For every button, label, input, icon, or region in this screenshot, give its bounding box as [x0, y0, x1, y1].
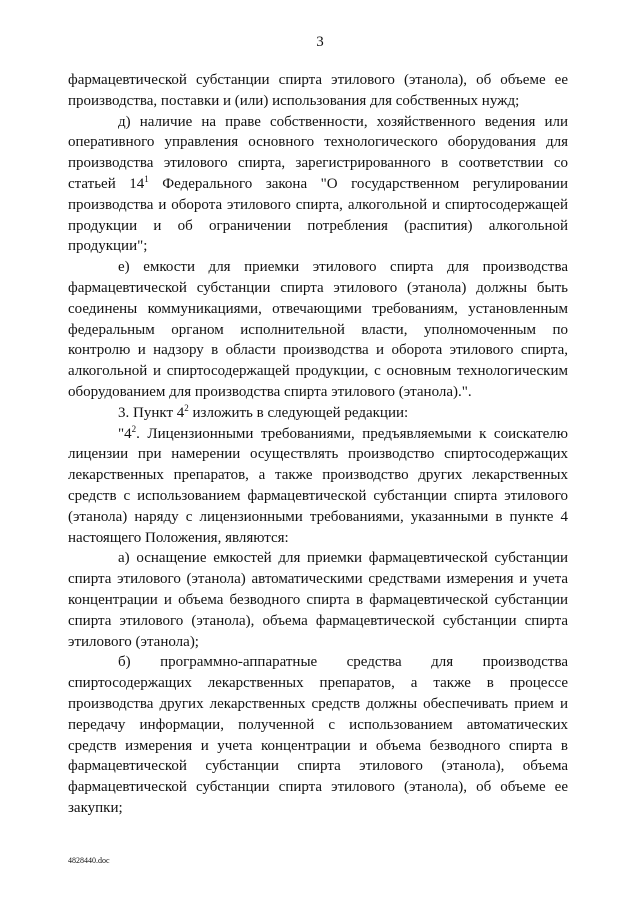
paragraph-item-a: а) оснащение емкостей для приемки фармацевтической субстанции спирта этилового (этанола) автоматическими средствами измерения и учета концентрации и объема безводного спирта в фармацевтической субстанции спирта этилового (этанола), объема фармацевтической субстанции спирта этилового (этанола);	[68, 550, 568, 650]
paragraph-item-d	[68, 112, 568, 258]
paragraph-item-d-text-start: д) наличие на праве собственности, хозяйственного ведения или оперативного управления основного технологического оборудования для производства этилового спирта, зарегистрированного в соответствии со статьей 14	[68, 113, 568, 192]
paragraph-point-4-2-text-start: "4	[118, 425, 132, 442]
superscript-article-number: 1	[144, 173, 149, 184]
superscript-point-number: 2	[184, 402, 189, 413]
paragraph-item-d-text-end: Федерального закона "О государственном регулировании производства и оборота этилового спирта, алкогольной и спиртосодержащей продукции и об ограничении потребления (распития) алкогольной продукции";	[68, 175, 568, 255]
paragraph-item-e: е) емкости для приемки этилового спирта для производства фармацевтической субстанции спирта этилового (этанола) должны быть соединены коммуникациями, отвечающими требованиям, установленным федеральным органом исполнительной власти, уполномоченным по контролю и надзору в области производства и оборота этилового спирта, алкогольной и спиртосодержащей продукции, с основным технологическим оборудованием для производства спирта этилового (этанола).".	[68, 259, 568, 400]
paragraph-point-4-2-text-end: . Лицензионными требованиями, предъявляемыми к соискателю лицензии при намерении осуществлять производство спиртосодержащих лекарственных препаратов, а также производство других лекарственных средств с использованием фармацевтической субстанции спирта этилового (этанола) наряду с лицензионными требованиями, указанными в пункте 4 настоящего Положения, являются:	[68, 425, 568, 546]
document-filename-footer: 4828440.doc	[68, 856, 110, 865]
document-body	[68, 70, 568, 819]
paragraph-point-4-2	[68, 424, 568, 549]
paragraph-item-b: б) программно-аппаратные средства для производства спиртосодержащих лекарственных препаратов, а также в процессе производства других лекарственных средств должны обеспечивать прием и передачу информации, полученной с использованием автоматических средств измерения и учета концентрации и объема безводного спирта в фармацевтической субстанции спирта этилового (этанола), объема фармацевтической субстанции спирта этилового (этанола), об объеме ее закупки;	[68, 654, 568, 816]
superscript-point-number: 2	[131, 423, 137, 434]
paragraph-point-3	[68, 403, 568, 424]
paragraph-point-3-text-start: 3. Пункт 4	[118, 404, 185, 421]
page-number: 3	[316, 34, 324, 50]
paragraph-continuation: фармацевтической субстанции спирта этилового (этанола), об объеме ее производства, поставки и (или) использования для собственных нужд;	[68, 72, 568, 109]
paragraph-point-3-text-end: изложить в следующей редакции:	[188, 404, 409, 421]
